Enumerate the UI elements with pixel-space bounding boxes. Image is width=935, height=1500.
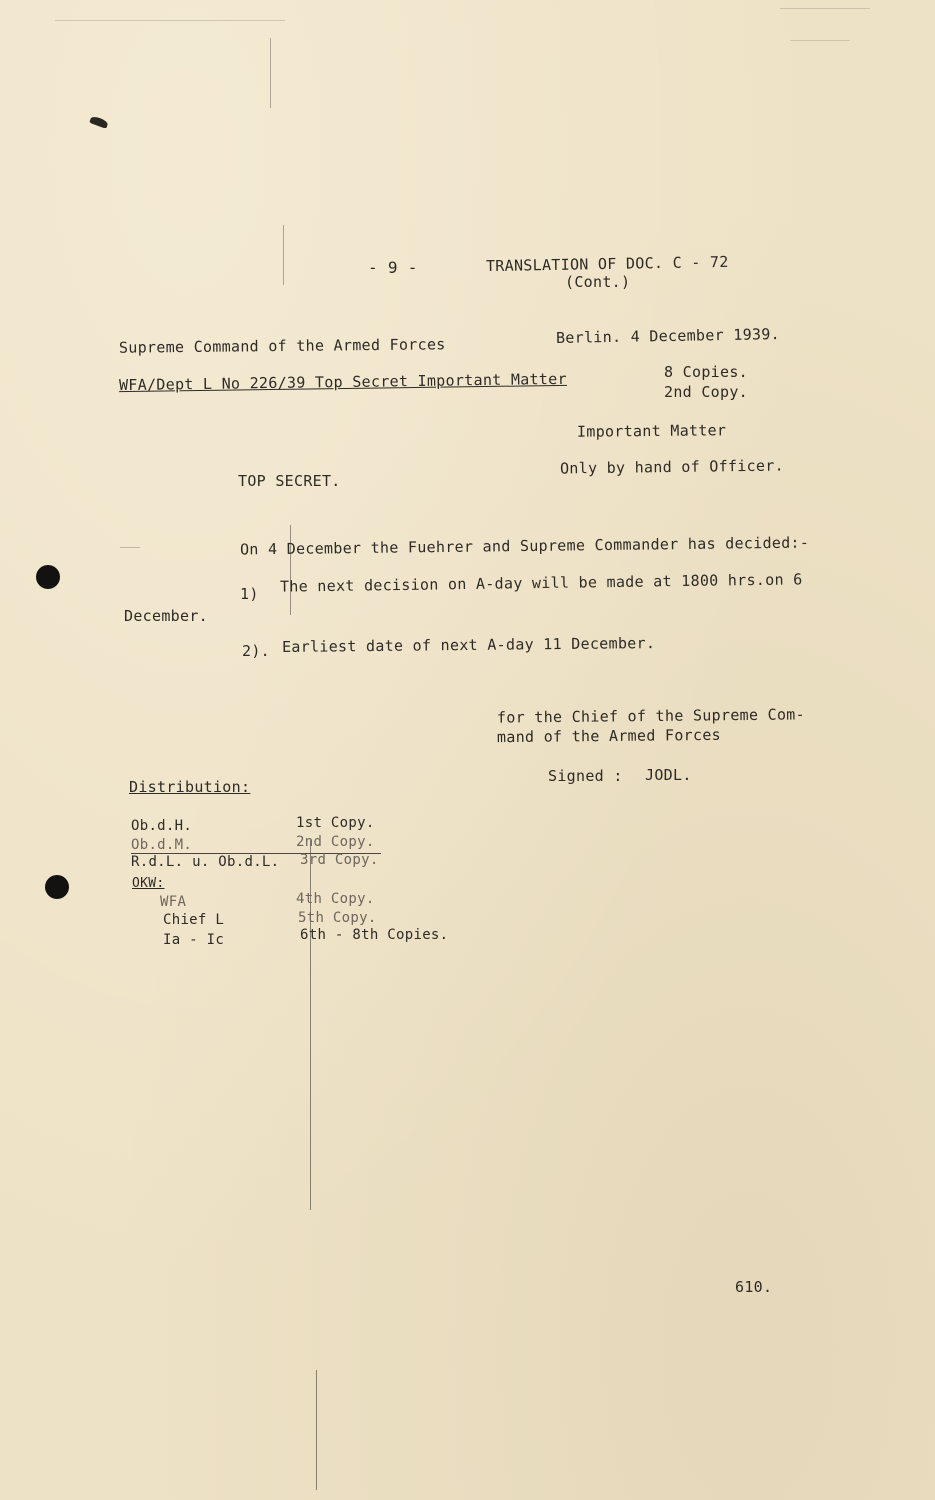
document-title: TRANSLATION OF DOC. C - 72: [485, 252, 729, 276]
item-1-text: The next decision on A-day will be made at 1800 hrs.on 6: [279, 570, 803, 596]
important-matter: Important Matter: [576, 421, 727, 441]
signature-line-2: mand of the Armed Forces: [496, 725, 722, 747]
item-2-number: 2).: [242, 642, 270, 660]
distribution-okw-label: OKW:: [132, 876, 165, 891]
decision-intro: On 4 December the Fuehrer and Supreme Commander has decided:-: [239, 533, 810, 559]
scan-artifact-line: [55, 20, 285, 21]
distribution-copy: 5th Copy.: [298, 910, 377, 926]
document-title-cont: (Cont.): [565, 273, 631, 291]
item-1-continuation: December.: [124, 607, 208, 625]
fold-line: [283, 225, 284, 285]
fold-line: [316, 1370, 317, 1490]
distribution-copy: 2nd Copy.: [296, 834, 375, 850]
distribution-copy: 6th - 8th Copies.: [300, 927, 449, 943]
ink-mark: [89, 115, 109, 129]
distribution-recipient: R.d.L. u. Ob.d.L.: [131, 854, 280, 870]
distribution-heading: Distribution:: [129, 778, 251, 796]
scan-artifact-line: [790, 40, 850, 41]
scan-artifact-line: [780, 8, 870, 9]
scan-artifact-line: [120, 547, 140, 548]
classification: TOP SECRET.: [238, 472, 341, 490]
distribution-recipient: Ob.d.H.: [131, 818, 193, 834]
distribution-copy: 4th Copy.: [296, 891, 375, 907]
item-1-number: 1): [240, 585, 259, 603]
distribution-recipient: Ob.d.M.: [131, 837, 193, 853]
signature-line-1: for the Chief of the Supreme Com-: [496, 705, 806, 727]
punch-hole: [36, 565, 60, 589]
signer-name: JODL.: [645, 766, 692, 784]
signed-label: Signed :: [548, 767, 623, 785]
distribution-recipient: Ia - Ic: [163, 932, 225, 948]
punch-hole: [45, 875, 69, 899]
distribution-copy: 3rd Copy.: [300, 852, 379, 868]
page-number: 610.: [735, 1278, 773, 1296]
copies-count: 8 Copies.: [664, 363, 748, 381]
place-date: Berlin. 4 December 1939.: [555, 325, 781, 347]
copy-number: 2nd Copy.: [664, 383, 748, 401]
sender: Supreme Command of the Armed Forces: [118, 335, 446, 357]
distribution-recipient: Chief L: [163, 912, 225, 928]
handling-instruction: Only by hand of Officer.: [559, 456, 785, 478]
distribution-recipient: WFA: [160, 894, 187, 910]
page-marker: - 9 -: [368, 258, 418, 277]
fold-line: [270, 38, 271, 108]
reference-number: WFA/Dept L No 226/39 Top Secret Important Matter: [118, 369, 567, 395]
item-2-text: Earliest date of next A-day 11 December.: [281, 634, 656, 656]
distribution-copy: 1st Copy.: [296, 815, 375, 831]
fold-line: [290, 525, 291, 615]
